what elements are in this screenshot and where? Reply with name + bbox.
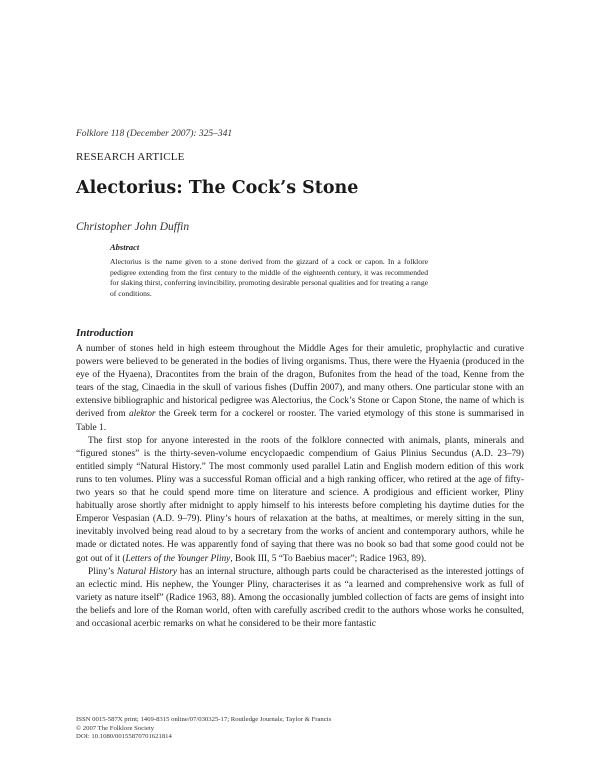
paragraph-3-text-a: Pliny’s <box>88 566 117 577</box>
paragraph-1-text-a: A number of stones held in high esteem throughout the Middle Ages for their amuletic, prophylactic and curative powers were believed to be generated in the bodies of living organisms. Thus, there were the Hyaenia (produced in the eye of the Hyaena), Dracontites from the brain of the dragon, Bufonites from the head of the toad, Kenne from the tears of the stag, Cinaedia in the skull of various fishes (Duffin 2007), and many others. One particular stone with an extensive bibliographic and historical pedigree was Alectorius, the Cock’s Stone or Capon Stone, the name of which is derived from <box>76 344 524 420</box>
paragraph-2 <box>76 435 524 566</box>
article-type: RESEARCH ARTICLE <box>76 151 185 163</box>
abstract-text: Alectorius is the name given to a stone derived from the gizzard of a cock or capon. In a folklore pedigree extending from the first century to the middle of the eighteenth century, it was recommended for slaking thirst, conferring invincibility, promoting desirable personal qualities and for treating a range of conditions. <box>110 257 428 298</box>
paragraph-1-text-b: the Greek term for a cockerel or rooster. The varied etymology of this stone is summarised in Table 1. <box>76 409 524 433</box>
copyright-line: © 2007 The Folklore Society <box>76 724 155 732</box>
introduction-body <box>76 343 524 631</box>
issn-line: ISSN 0015-587X print; 1469-8315 online/07/030325-17; Routledge Journals; Taylor & Francis <box>76 716 332 723</box>
section-heading-introduction: Introduction <box>76 327 134 339</box>
paragraph-3-text-b: has an internal structure, although parts could be characterised as the interested jottings of an eclectic mind. His nephew, the Younger Pliny, characterises it as “a learned and comprehensive work as full of variety as nature itself” (Radice 1963, 88). Among the occasionally jumbled collection of facts are gems of insight into the beliefs and lore of the Roman world, often with carefully ascribed credit to the authors whose works he consulted, and occasional acerbic remarks on what he considered to be their more fantastic <box>76 566 524 629</box>
paragraph-2-text-b: , Book III, 5 “To Baebius macer”; Radice 1963, 89). <box>230 553 427 564</box>
journal-citation: Folklore 118 (December 2007): 325–341 <box>76 129 233 139</box>
paragraph-3-italic: Natural History <box>116 566 178 577</box>
paragraph-2-text-a: The first stop for anyone interested in the roots of the folklore connected with animals, plants, minerals and “figured stones” is the thirty-seven-volume encyclopaedic compendium of Gaius Plinius Secundus (A.D. 23–79) entitled simply “Natural History.” The most commonly used parallel Latin and English modern edition of this work runs to ten volumes. Pliny was a successful Roman official and a high ranking officer, who retired at the age of fifty-two years so that he could spend more time on literature and science. A prodigious and efficient worker, Pliny habitually arose shortly after midnight to apply himself to his interests before completing his daytime duties for the Emperor Vespasian (A.D. 9–79). Pliny’s hours of relaxation at the baths, at mealtimes, or merely sitting in the sun, inevitably involved being read aloud to by a secretary from the works of ancient and contemporary authors, while he made or dictated notes. He was apparently fond of saying that there was no book so bad that some good could not be got out of it ( <box>76 435 524 564</box>
publication-footer <box>76 716 331 742</box>
paragraph-1-italic: alektor <box>128 409 156 420</box>
abstract-label: Abstract <box>110 242 140 252</box>
paragraph-2-italic: Letters of the Younger Pliny <box>125 553 231 564</box>
author-name: Christopher John Duffin <box>76 221 190 233</box>
paragraph-1 <box>76 343 524 435</box>
paragraph-3 <box>76 566 524 631</box>
doi-line: DOI: 10.1080/00155870701621814 <box>76 733 172 741</box>
article-title: Alectorius: The Cock’s Stone <box>76 178 359 198</box>
